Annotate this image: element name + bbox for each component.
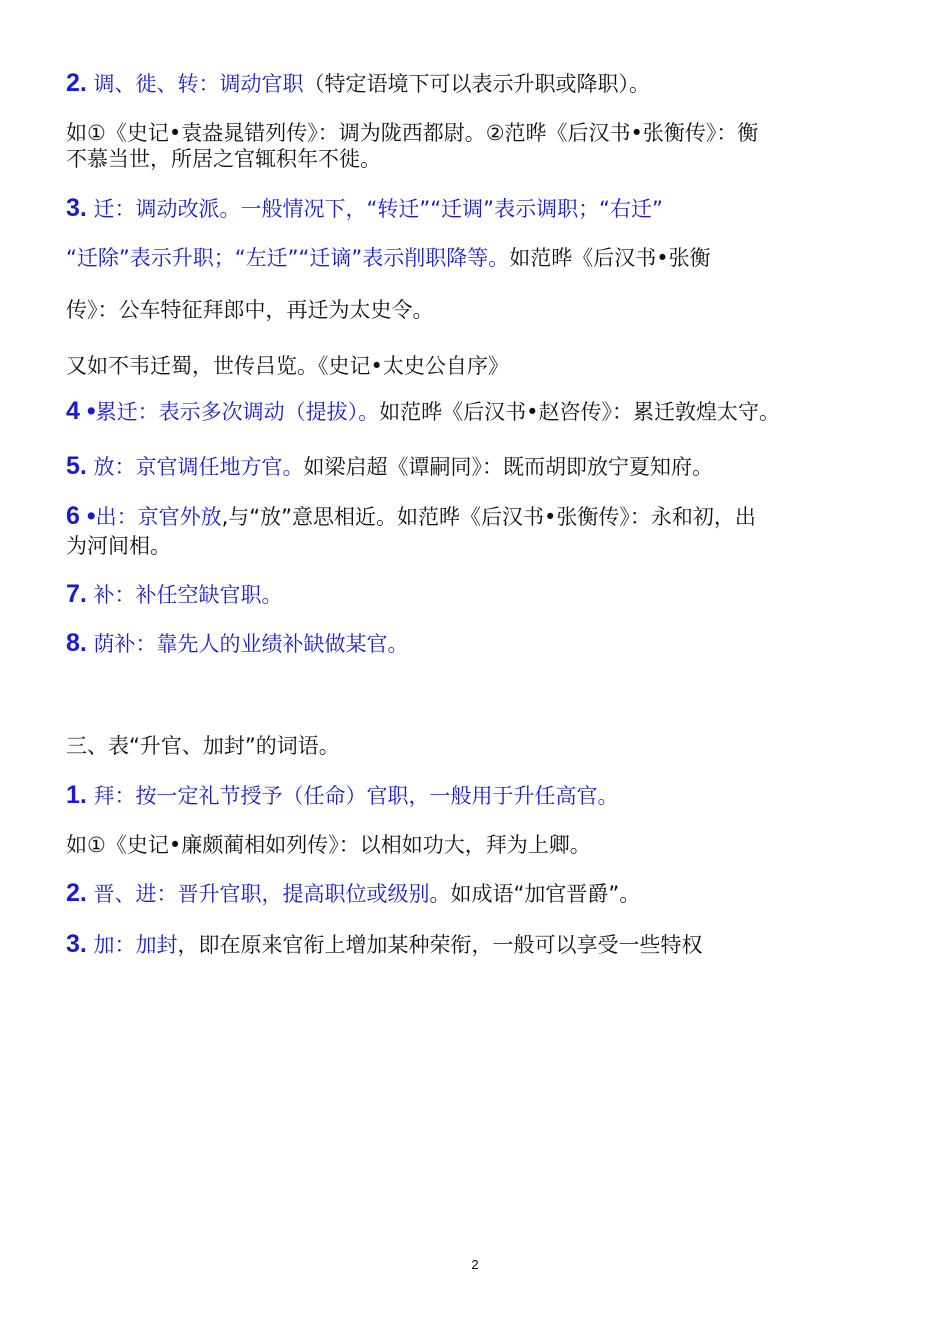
item-term: 拜：按一定礼节授予（任命）官职，一般用于升任高官。: [93, 784, 619, 808]
example-line: [66, 120, 886, 146]
item-3-line: [66, 195, 886, 222]
section3-item-1-line: [66, 782, 886, 809]
item-term: 补：补任空缺官职。: [93, 583, 283, 607]
item-8-line: [66, 630, 886, 657]
section3-item-3-line: [66, 931, 886, 958]
item-number: 4 •: [66, 397, 96, 425]
item-number: 3.: [66, 930, 87, 958]
example-text: 不慕当世，所居之官辄积年不徙。: [66, 147, 381, 171]
example-text: 如①《史记•廉颇蔺相如列传》：以相如功大，拜为上卿。: [66, 833, 591, 857]
item-number: 2.: [66, 69, 87, 97]
item-text: 如范晔《后汉书•张衡: [509, 246, 711, 270]
item-number: 6 •: [66, 502, 96, 530]
item-6-line-2: [66, 533, 886, 559]
item-3-line-4: [66, 353, 886, 379]
item-text: 。如成语“加官晋爵”。: [429, 882, 641, 906]
item-2-line: [66, 70, 886, 97]
item-text: 又如不韦迁蜀，世传吕览。《史记•太史公自序》: [66, 354, 509, 378]
item-number: 1.: [66, 781, 87, 809]
section3-example-line: [66, 832, 886, 858]
item-5-line: [66, 453, 886, 480]
example-line-continued: [66, 146, 886, 172]
page-number: 2: [471, 1257, 479, 1272]
item-text: 为河间相。: [66, 534, 171, 558]
item-term: 荫补：靠先人的业绩补缺做某官。: [93, 632, 409, 656]
item-term: 放：京官调任地方官。: [93, 455, 304, 479]
item-text: （特定语境下可以表示升职或降职）。: [303, 72, 651, 96]
section3-item-2-line: [66, 880, 886, 907]
item-text: ，即在原来官衔上增加某种荣衔，一般可以享受一些特权: [177, 933, 703, 957]
item-text: ,与“放”意思相近。如范晔《后汉书•张衡传》：永和初，出: [221, 505, 756, 529]
item-number: 7.: [66, 580, 87, 608]
item-term: 累迁：表示多次调动（提拔）。: [95, 400, 380, 424]
section-heading-text: 三、表“升官、加封”的词语。: [66, 734, 340, 758]
item-number: 3.: [66, 194, 87, 222]
example-text: 如①《史记•袁盎晁错列传》：调为陇西都尉。②范晔《后汉书•张衡传》：衡: [66, 121, 759, 145]
item-3-line-2: [66, 245, 886, 271]
item-number: 5.: [66, 452, 87, 480]
section-heading: [66, 733, 886, 759]
item-7-line: [66, 581, 886, 608]
item-term: 加：加封: [93, 933, 178, 957]
item-term: “迁除”表示升职；“左迁”“迁谪”表示削职降等。: [66, 246, 510, 270]
item-6-line: [66, 503, 886, 530]
item-term: 迁：调动改派。一般情况下，“转迁”“迁调”表示调职；“右迁”: [93, 197, 663, 221]
item-3-line-3: [66, 297, 886, 323]
item-text: 传》：公车特征拜郎中，再迁为太史令。: [66, 298, 434, 322]
item-number: 8.: [66, 629, 87, 657]
item-term: 调、徙、转：调动官职: [93, 72, 304, 96]
item-term: 出：京官外放: [95, 505, 222, 529]
item-number: 2.: [66, 879, 87, 907]
item-text: 如范晔《后汉书•赵咨传》：累迁敦煌太守。: [379, 400, 780, 424]
item-term: 晋、进：晋升官职，提高职位或级别: [93, 882, 430, 906]
item-text: 如梁启超《谭嗣同》：既而胡即放宁夏知府。: [303, 455, 714, 479]
item-4-line: [66, 398, 886, 425]
